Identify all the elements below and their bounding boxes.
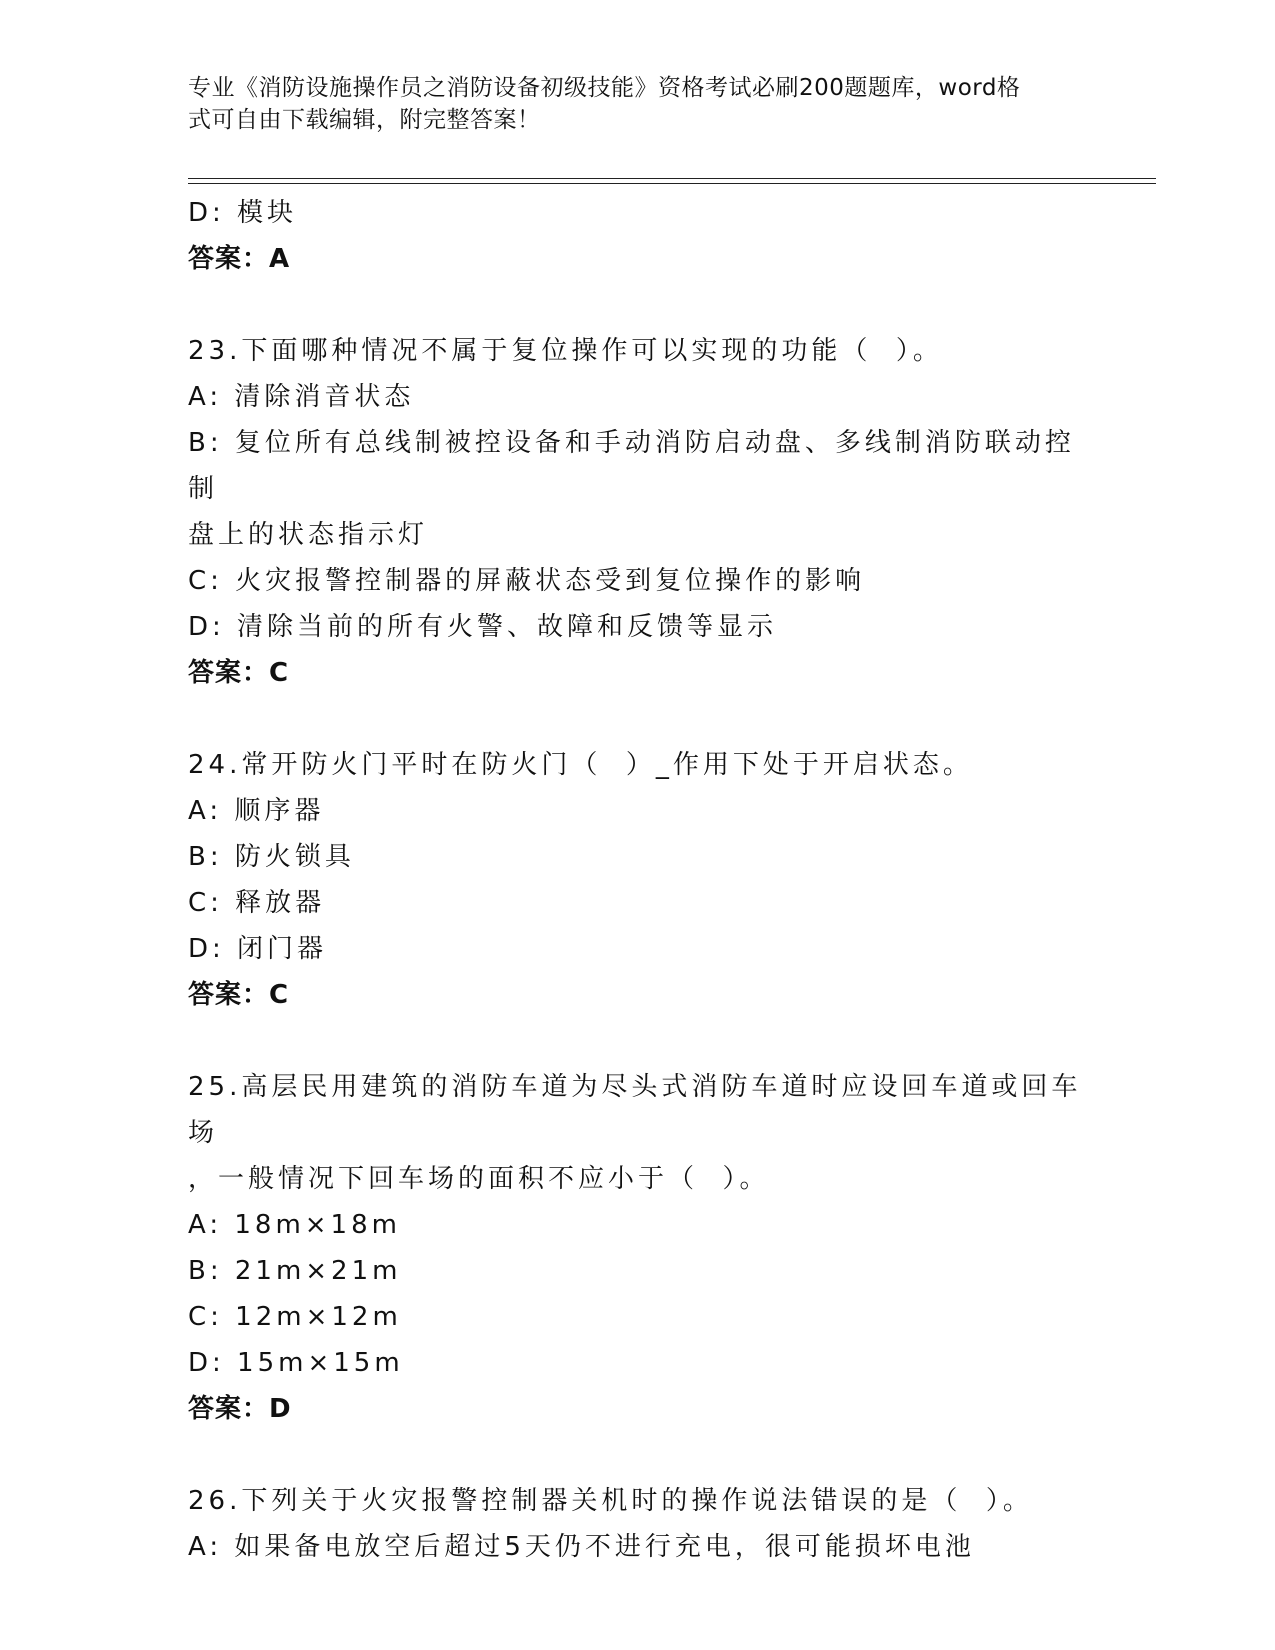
question-stem: 23.下面哪种情况不属于复位操作可以实现的功能（ ）。 bbox=[188, 336, 943, 366]
option-a: A: 18m×18m bbox=[188, 1210, 401, 1240]
question-24 bbox=[188, 742, 1088, 1018]
option-d: D: 清除当前的所有火警、故障和反馈等显示 bbox=[188, 612, 778, 642]
header-rule-bottom bbox=[188, 183, 1156, 184]
option-c: C: 12m×12m bbox=[188, 1302, 402, 1332]
header-rule-top bbox=[188, 178, 1156, 179]
question-stem-continued: ，一般情况下回车场的面积不应小于（ ）。 bbox=[188, 1164, 770, 1194]
header-line-2: 式可自由下载编辑，附完整答案！ bbox=[188, 107, 541, 133]
option-a: A: 清除消音状态 bbox=[188, 382, 415, 412]
option-c: C: 释放器 bbox=[188, 888, 326, 918]
document-header bbox=[188, 72, 1068, 136]
spacer bbox=[188, 1018, 1088, 1064]
question-stem: 24.常开防火门平时在防火门（ ）_作用下处于开启状态。 bbox=[188, 750, 973, 780]
question-stem: 26.下列关于火灾报警控制器关机时的操作说法错误的是（ ）。 bbox=[188, 1486, 1033, 1516]
option-b: B: 防火锁具 bbox=[188, 842, 355, 872]
header-line-1: 专业《消防设施操作员之消防设备初级技能》资格考试必刷200题题库，word格 bbox=[188, 75, 1021, 101]
spacer bbox=[188, 282, 1088, 328]
answer: 答案：C bbox=[188, 658, 290, 688]
question-23 bbox=[188, 328, 1088, 696]
option-b-continued: 盘上的状态指示灯 bbox=[188, 520, 429, 550]
question-26 bbox=[188, 1478, 1088, 1570]
question-25 bbox=[188, 1064, 1088, 1432]
spacer bbox=[188, 696, 1088, 742]
spacer bbox=[188, 1432, 1088, 1478]
question-stem: 25.高层民用建筑的消防车道为尽头式消防车道时应设回车道或回车场 bbox=[188, 1072, 1082, 1148]
prev-answer: 答案：A bbox=[188, 244, 291, 274]
option-b: B: 21m×21m bbox=[188, 1256, 402, 1286]
answer: 答案：D bbox=[188, 1394, 292, 1424]
option-a: A: 顺序器 bbox=[188, 796, 325, 826]
option-d: D: 闭门器 bbox=[188, 934, 328, 964]
option-c: C: 火灾报警控制器的屏蔽状态受到复位操作的影响 bbox=[188, 566, 866, 596]
prev-option-d: D: 模块 bbox=[188, 198, 298, 228]
option-a: A: 如果备电放空后超过5天仍不进行充电，很可能损坏电池 bbox=[188, 1532, 975, 1562]
option-d: D: 15m×15m bbox=[188, 1348, 404, 1378]
question-list bbox=[188, 190, 1088, 1570]
answer: 答案：C bbox=[188, 980, 290, 1010]
option-b: B: 复位所有总线制被控设备和手动消防启动盘、多线制消防联动控制 bbox=[188, 428, 1075, 504]
